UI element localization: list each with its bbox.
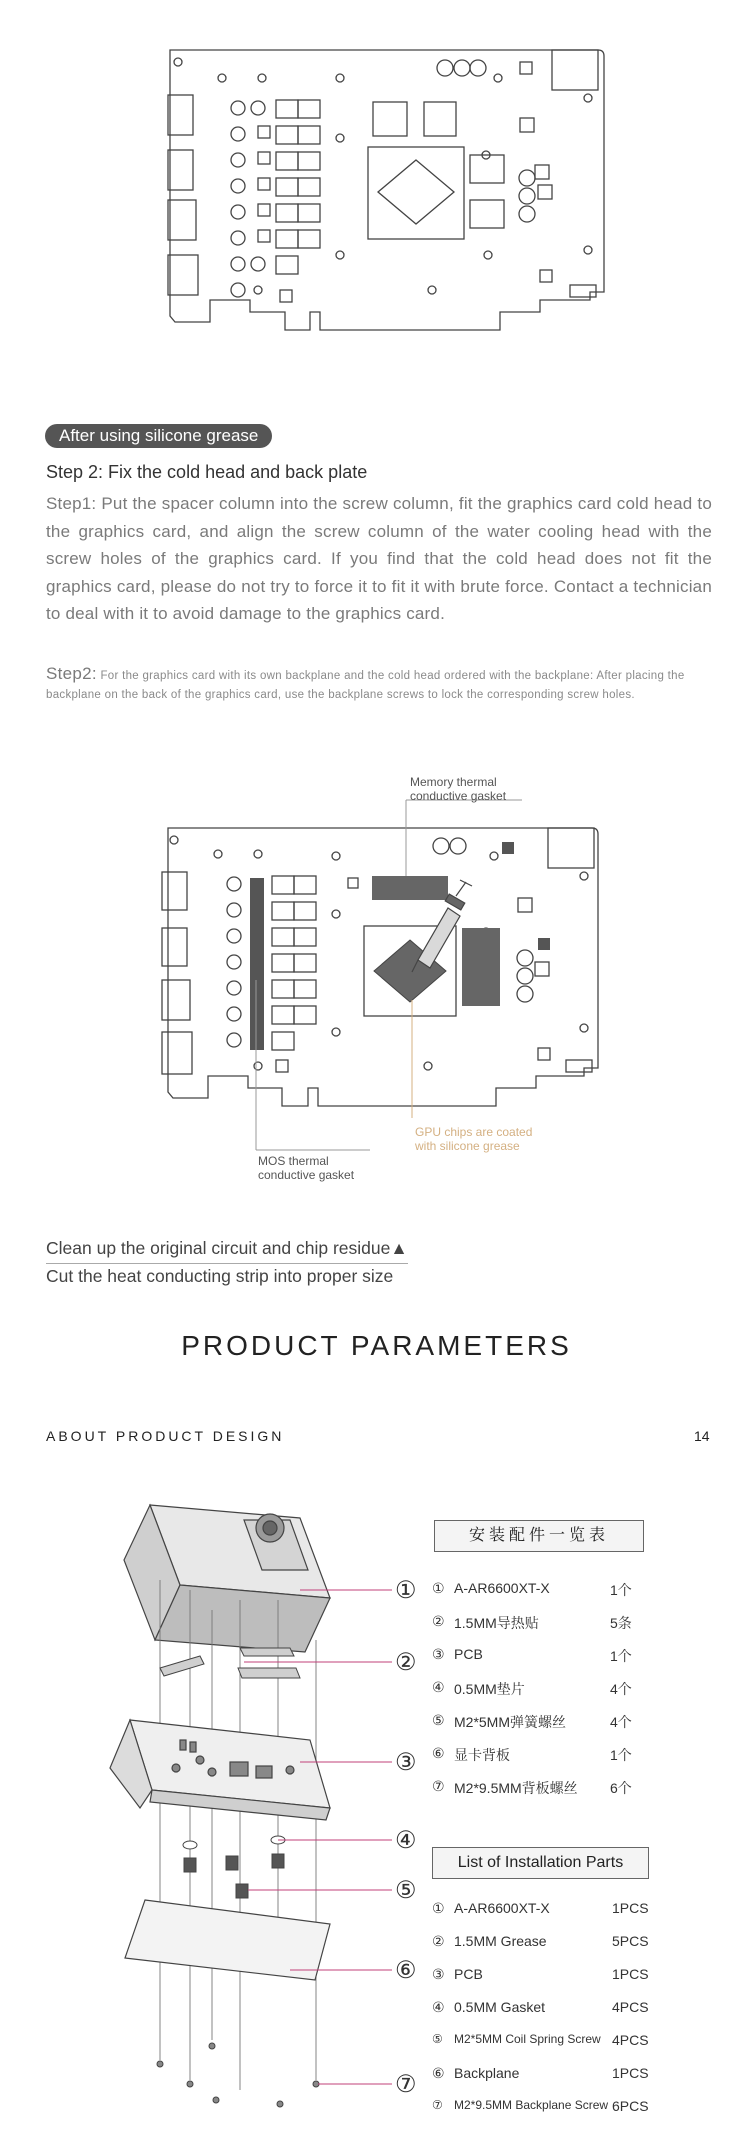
section-subtitle: ABOUT PRODUCT DESIGN bbox=[46, 1428, 285, 1444]
memory-pad-label: Memory thermal conductive gasket bbox=[410, 775, 507, 803]
callout-5: ⑤ bbox=[395, 1877, 417, 1904]
cold-head bbox=[124, 1505, 330, 1652]
step-title: Step 2: Fix the cold head and back plate bbox=[46, 462, 368, 482]
section-title: PRODUCT PARAMETERS bbox=[181, 1330, 572, 1361]
callout-4: ④ bbox=[395, 1827, 417, 1854]
triangle-up-icon: ▲ bbox=[390, 1238, 408, 1258]
thermal-pads bbox=[160, 1648, 300, 1678]
backplate bbox=[125, 1900, 330, 1980]
pcb-board bbox=[110, 1720, 330, 1820]
step2-body: For the graphics card with its own backplane and the cold head ordered with the backplane: After placing the backplane on the back of the graphics card, use the backplane screws to lock the corresponding screw holes. bbox=[46, 670, 685, 701]
parts-cn-title: 安装配件一览表 bbox=[434, 1520, 644, 1552]
callout-6: ⑥ bbox=[395, 1957, 417, 1984]
backplate-screws bbox=[157, 2043, 319, 2107]
usage-badge: After using silicone grease bbox=[45, 424, 272, 448]
parts-cn-list: ① A-AR6600XT-X 1个 ② 1.5MM导热贴 5条 ③ PCB 1个 ④ 0.5MM垫片 4个 ⑤ M2*5MM弹簧螺丝 4个 ⑥ 显卡背板 1个 ⑦ M2*9.5MM背板螺丝 6个 bbox=[432, 1580, 632, 1796]
page-number: 14 bbox=[694, 1428, 710, 1444]
parts-en-list: ① A-AR6600XT-X 1PCS ② 1.5MM Grease 5PCS ③ PCB 1PCS ④ 0.5MM Gasket 4PCS ⑤ M2*5MM Coil Spring Screw 4PCS ⑥ Backplane 1PCS ⑦ M2*9.5MM Backplane Screw 6PCS bbox=[432, 1900, 649, 2114]
mos-pad-label: MOS thermal conductive gasket bbox=[258, 1154, 355, 1182]
parts-en-title: List of Installation Parts bbox=[432, 1847, 649, 1879]
callout-3: ③ bbox=[395, 1749, 417, 1776]
callout-1: ① bbox=[395, 1577, 417, 1604]
clean-note-text: Clean up the original circuit and chip residue bbox=[46, 1238, 391, 1258]
callout-7: ⑦ bbox=[395, 2071, 417, 2098]
callout-2: ② bbox=[395, 1649, 417, 1676]
cut-note: Cut the heat conducting strip into proper size bbox=[46, 1266, 394, 1286]
step2-prefix: Step2: bbox=[46, 664, 97, 683]
spring-screws bbox=[183, 1836, 285, 1898]
step1-text: Step1: Put the spacer column into the screw column, fit the graphics card cold head to the graphics card, and align the screw column of the water cooling head with the screw holes of the graphics card. If you find that the cold head does not fit the graphics card, please do not try to force it to fit it with brute force. Contact a technician to deal with it to avoid damage to the graphics card. bbox=[46, 494, 712, 623]
gpu-grease-label: GPU chips are coated with silicone grease bbox=[415, 1125, 533, 1153]
